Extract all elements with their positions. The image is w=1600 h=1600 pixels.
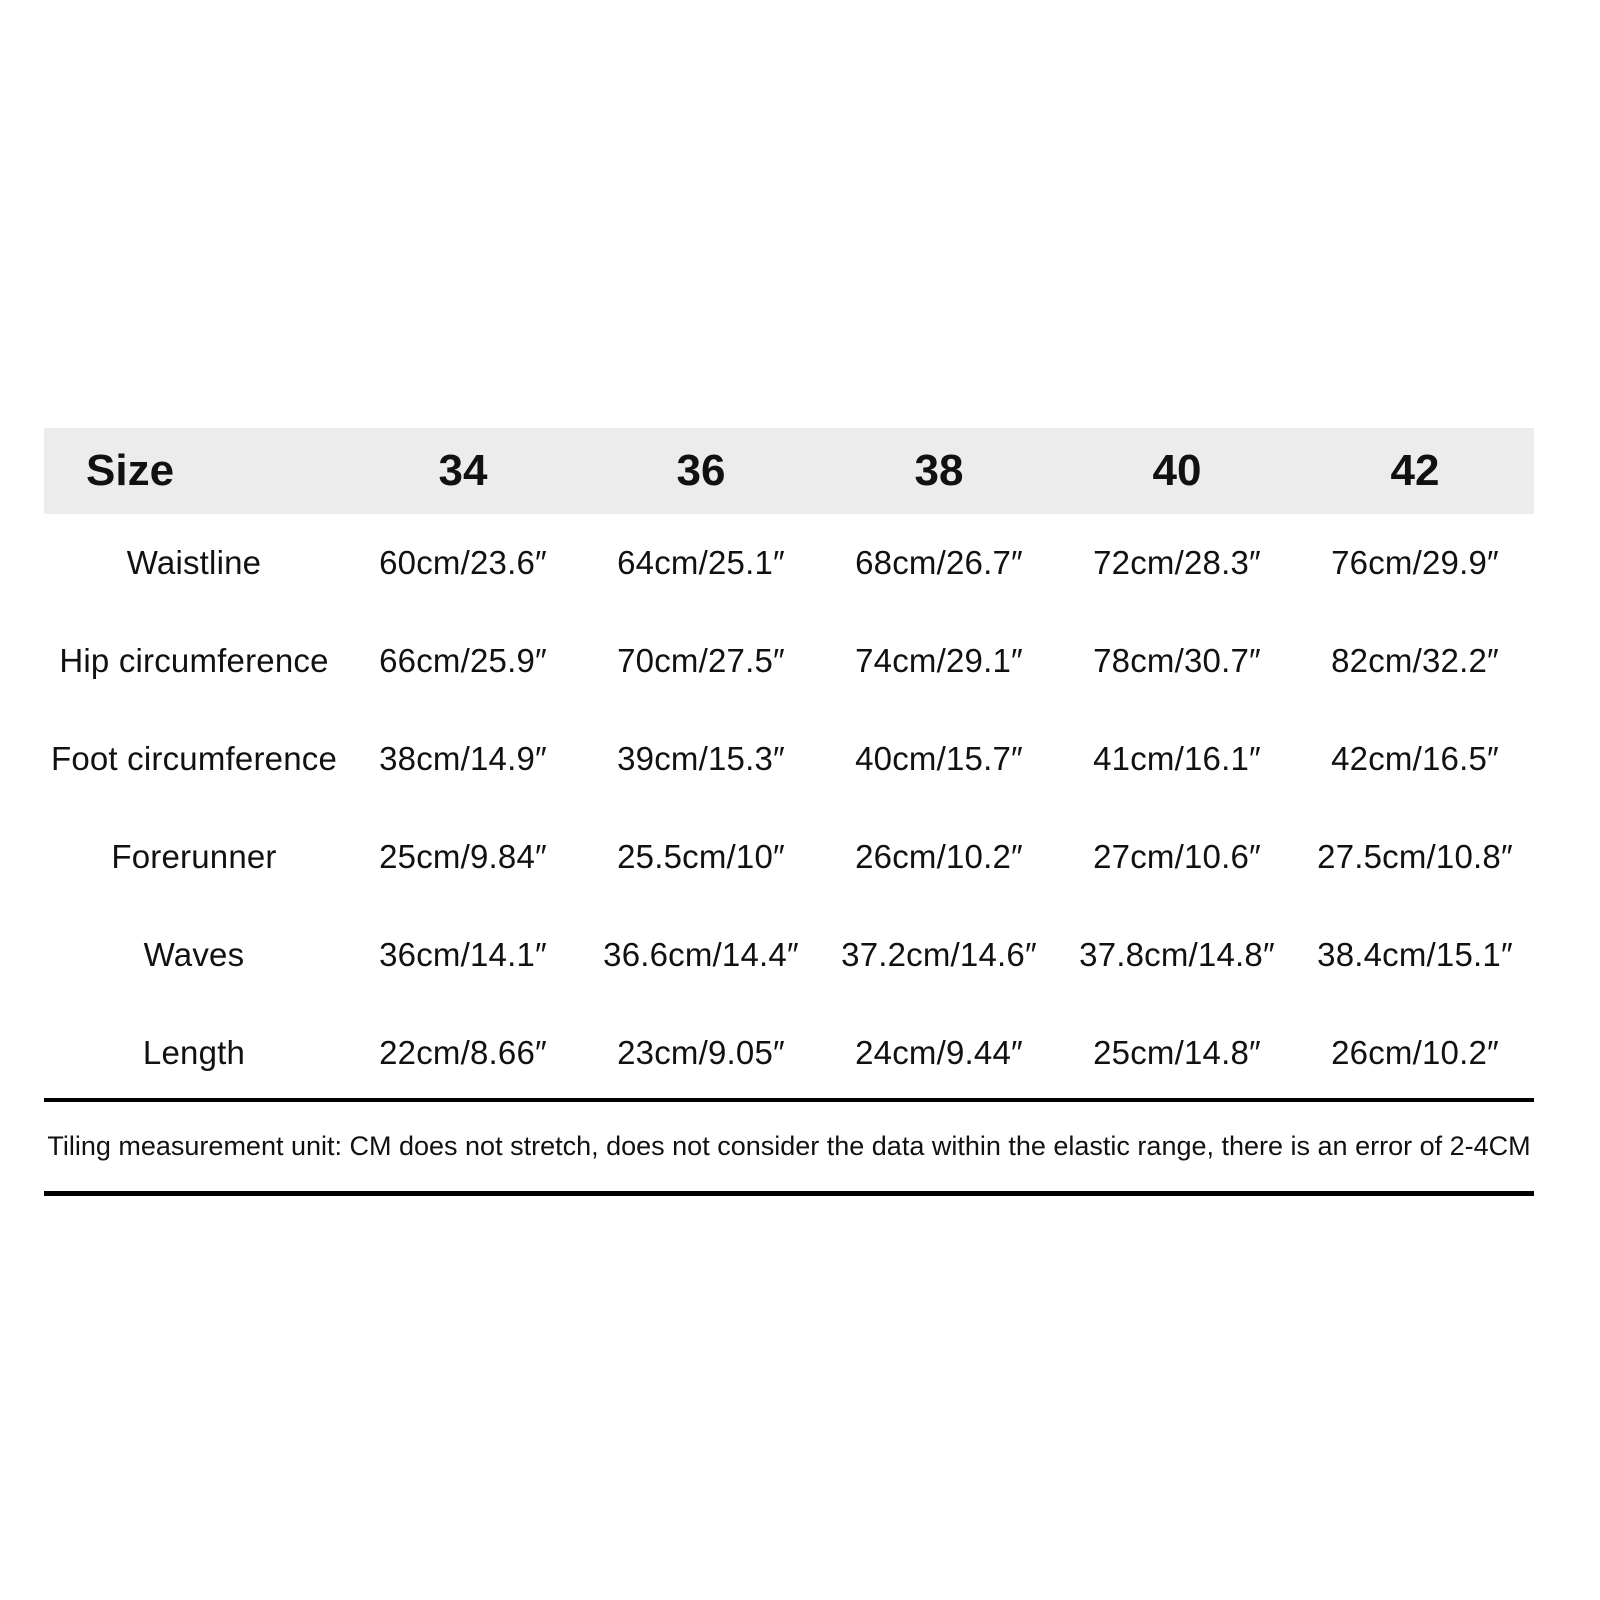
cell-hip-36: 70cm/27.5″	[617, 642, 785, 679]
cell-forerunner-34: 25cm/9.84″	[379, 838, 547, 875]
cell-hip-38: 74cm/29.1″	[855, 642, 1023, 679]
cell-waves-40: 37.8cm/14.8″	[1079, 936, 1275, 973]
cell-hip-42: 82cm/32.2″	[1331, 642, 1499, 679]
header-size-label: Size	[86, 446, 175, 495]
cell-foot-40: 41cm/16.1″	[1093, 740, 1261, 777]
table-body	[44, 514, 1534, 1102]
table-row	[44, 710, 1534, 808]
cell-waistline-42: 76cm/29.9″	[1331, 544, 1499, 581]
row-label-length: Length	[142, 1034, 246, 1071]
cell-foot-38: 40cm/15.7″	[855, 740, 1023, 777]
size-chart-table-wrap	[44, 428, 1534, 1102]
cell-foot-36: 39cm/15.3″	[617, 740, 785, 777]
cell-length-36: 23cm/9.05″	[617, 1034, 785, 1071]
cell-waistline-36: 64cm/25.1″	[617, 544, 785, 581]
divider-top	[44, 1098, 1534, 1102]
table-header	[44, 428, 1534, 514]
cell-waistline-38: 68cm/26.7″	[855, 544, 1023, 581]
row-label-forerunner: Forerunner	[111, 838, 277, 875]
divider-bottom	[44, 1191, 1534, 1196]
table-row	[44, 514, 1534, 612]
cell-foot-34: 38cm/14.9″	[379, 740, 547, 777]
header-size-38: 38	[914, 446, 964, 495]
cell-waves-36: 36.6cm/14.4″	[603, 936, 799, 973]
cell-forerunner-42: 27.5cm/10.8″	[1317, 838, 1513, 875]
cell-forerunner-36: 25.5cm/10″	[617, 838, 785, 875]
row-label-waistline: Waistline	[126, 544, 262, 581]
cell-waves-34: 36cm/14.1″	[379, 936, 547, 973]
table-row	[44, 906, 1534, 1004]
header-size-34: 34	[438, 446, 488, 495]
row-label-hip-circumference: Hip circumference	[59, 642, 329, 679]
row-label-waves: Waves	[143, 936, 245, 973]
table-row	[44, 1004, 1534, 1102]
cell-hip-40: 78cm/30.7″	[1093, 642, 1261, 679]
size-chart-table	[44, 428, 1534, 1102]
cell-waves-38: 37.2cm/14.6″	[841, 936, 1037, 973]
table-row	[44, 808, 1534, 906]
table-row	[44, 612, 1534, 710]
header-row	[44, 428, 1534, 514]
cell-length-34: 22cm/8.66″	[379, 1034, 547, 1071]
cell-forerunner-38: 26cm/10.2″	[855, 838, 1023, 875]
row-label-foot-circumference: Foot circumference	[50, 740, 338, 777]
cell-length-40: 25cm/14.8″	[1093, 1034, 1261, 1071]
cell-waistline-40: 72cm/28.3″	[1093, 544, 1261, 581]
cell-length-38: 24cm/9.44″	[855, 1034, 1023, 1071]
header-size-42: 42	[1390, 446, 1440, 495]
header-size-36: 36	[676, 446, 726, 495]
cell-foot-42: 42cm/16.5″	[1331, 740, 1499, 777]
measurement-footnote: Tiling measurement unit: CM does not stretch, does not consider the data within the elastic range, there is an error of 2-4CM	[47, 1131, 1531, 1161]
cell-hip-34: 66cm/25.9″	[379, 642, 547, 679]
cell-waves-42: 38.4cm/15.1″	[1317, 936, 1513, 973]
cell-forerunner-40: 27cm/10.6″	[1093, 838, 1261, 875]
cell-waistline-34: 60cm/23.6″	[379, 544, 547, 581]
header-size-40: 40	[1152, 446, 1202, 495]
cell-length-42: 26cm/10.2″	[1331, 1034, 1499, 1071]
